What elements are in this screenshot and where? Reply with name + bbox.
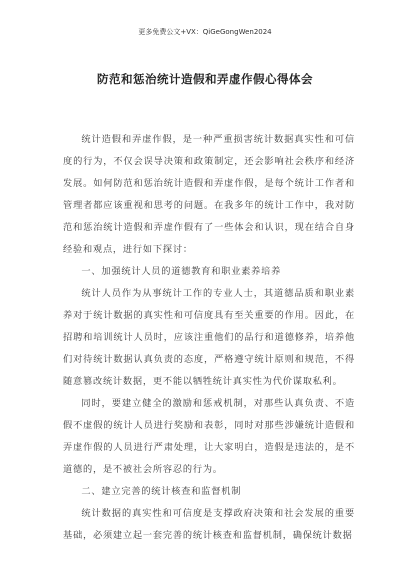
section-2-heading: 二、建立完善的统计核查和监督机制 — [81, 486, 242, 497]
header-note: 更多免费公文+VX：QiGeGongWen2024 — [138, 28, 272, 36]
section-1-paragraph-2: 同时，要建立健全的激励和惩戒机制，对那些认真负责、不造假不虚假的统计人员进行奖励和表彰，同时对那些涉嫌统计造假和弄虚作假的人员进行严肃处理，让大家明白，造假是违法的，是不道德的，是不被社会所容忍的行为。 — [63, 398, 355, 475]
section-1-heading: 一、加强统计人员的道德教育和职业素养培养 — [81, 266, 282, 277]
document-title: 防范和惩治统计造假和弄虚作假心得体会 — [97, 72, 313, 86]
document-body — [63, 129, 355, 547]
section-1-paragraph-1: 统计人员作为从事统计工作的专业人士，其道德品质和职业素养对于统计数据的真实性和可信度具有至关重要的作用。因此，在招聘和培训统计人员时，应该注重他们的品行和道德修养，培养他们对待统计数据认真负责的态度，严格遵守统计原则和规范，不得随意篡改统计数据，更不能以牺牲统计真实性为代价谋取私利。 — [63, 288, 355, 387]
intro-paragraph: 统计造假和弄虚作假，是一种严重损害统计数据真实性和可信度的行为，不仅会误导决策和政策制定，还会影响社会秩序和经济发展。如何防范和惩治统计造假和弄虚作假，是每个统计工作者和管理者都应该重视和思考的问题。在我多年的统计工作中，我对防范和惩治统计造假和弄虚作假有了一些体会和认识，现在结合自身经验和观点，进行如下探讨： — [63, 134, 355, 255]
section-2-paragraph-1: 统计数据的真实性和可信度是支撑政府决策和社会发展的重要基础，必须建立起一套完善的统计核查和监督机制，确保统计数据 — [63, 508, 355, 541]
